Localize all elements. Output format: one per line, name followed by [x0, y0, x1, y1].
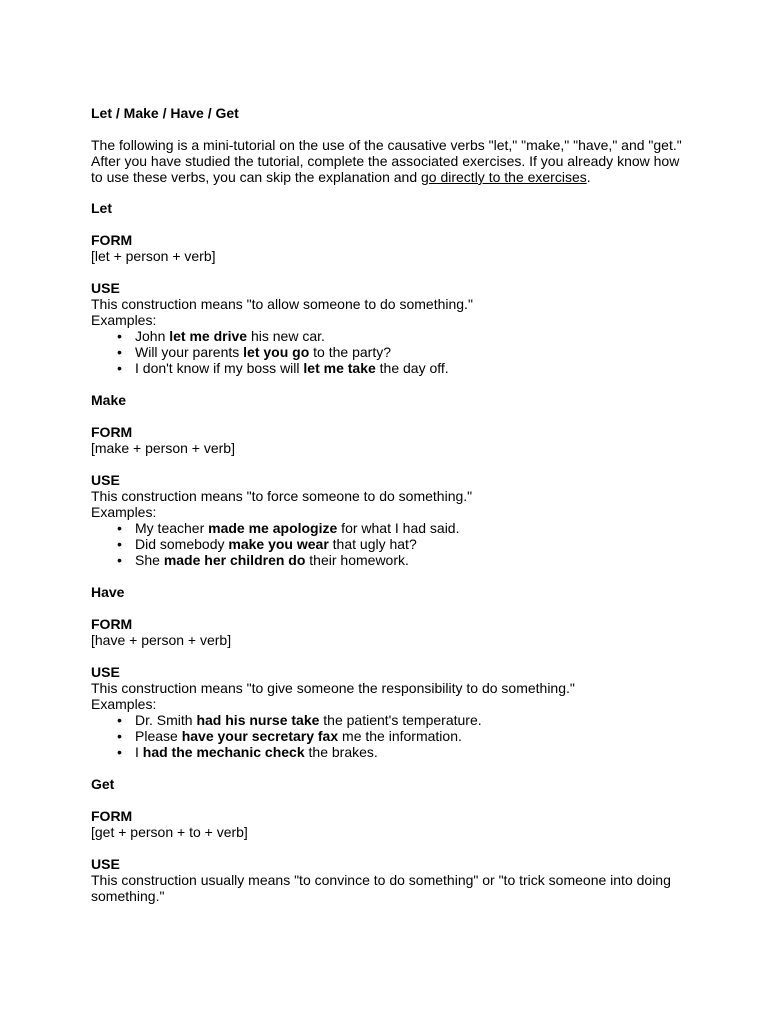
intro-text: The following is a mini-tutorial on the use of the causative verbs "let," "make," "have," and "get." After you have studied the tutorial, complete the associated exercises. If you already know how to use these verbs, you can skip the explanation and	[91, 137, 682, 185]
form-label: FORM	[91, 616, 133, 632]
form-formula: [make + person + verb]	[91, 440, 235, 456]
example-text: Dr. Smith	[135, 712, 197, 728]
example-bold: made her children do	[163, 552, 306, 568]
use-label: USE	[91, 856, 120, 872]
example-text: their homework.	[305, 552, 409, 568]
example-text: his new car.	[247, 328, 325, 344]
example-bold: let you go	[243, 344, 310, 360]
form-label: FORM	[91, 424, 133, 440]
example-bold: let me take	[303, 360, 376, 376]
example-text: the patient's temperature.	[319, 712, 482, 728]
example-bold: made me apologize	[208, 520, 338, 536]
example-text: Did somebody	[135, 536, 229, 552]
list-item	[135, 744, 691, 760]
example-bold: have your secretary fax	[181, 728, 339, 744]
section-get	[91, 776, 691, 904]
examples-label: Examples:	[91, 312, 157, 328]
section-let	[91, 200, 691, 376]
example-bold: make you wear	[228, 536, 329, 552]
use-description: This construction means "to give someone the responsibility to do something."	[91, 680, 575, 696]
example-text: for what I had said.	[337, 520, 460, 536]
example-text: to the party?	[309, 344, 391, 360]
example-bold: let me drive	[169, 328, 248, 344]
example-text: Please	[135, 728, 182, 744]
use-label: USE	[91, 280, 120, 296]
list-item	[135, 520, 691, 536]
intro-end: .	[586, 169, 591, 185]
examples-list	[91, 328, 691, 376]
example-bold: had the mechanic check	[142, 744, 305, 760]
form-label: FORM	[91, 232, 133, 248]
exercises-link[interactable]: go directly to the exercises	[421, 169, 587, 185]
example-text: Will your parents	[135, 344, 244, 360]
example-text: me the information.	[338, 728, 462, 744]
examples-list	[91, 520, 691, 568]
form-formula: [let + person + verb]	[91, 248, 216, 264]
list-item	[135, 552, 691, 568]
use-description: This construction usually means "to convince to do something" or "to trick someone into doing something."	[91, 872, 671, 904]
examples-list	[91, 712, 691, 760]
list-item	[135, 712, 691, 728]
example-bold: had his nurse take	[196, 712, 320, 728]
list-item	[135, 344, 691, 360]
example-text: that ugly hat?	[328, 536, 417, 552]
form-formula: [get + person + to + verb]	[91, 824, 248, 840]
form-label: FORM	[91, 808, 133, 824]
section-heading: Have	[91, 584, 125, 600]
example-text: She	[135, 552, 164, 568]
list-item	[135, 328, 691, 344]
use-label: USE	[91, 664, 120, 680]
form-formula: [have + person + verb]	[91, 632, 232, 648]
section-heading: Let	[91, 200, 112, 216]
document-title: Let / Make / Have / Get	[91, 105, 239, 121]
example-text: I	[135, 744, 143, 760]
list-item	[135, 360, 691, 376]
list-item	[135, 728, 691, 744]
example-text: My teacher	[135, 520, 209, 536]
section-have	[91, 584, 691, 760]
examples-label: Examples:	[91, 696, 157, 712]
examples-label: Examples:	[91, 504, 157, 520]
section-make	[91, 392, 691, 568]
section-heading: Get	[91, 776, 115, 792]
example-text: the brakes.	[304, 744, 378, 760]
example-text: I don't know if my boss will	[135, 360, 304, 376]
example-text: John	[135, 328, 170, 344]
list-item	[135, 536, 691, 552]
use-label: USE	[91, 472, 120, 488]
intro-paragraph	[91, 137, 691, 185]
use-description: This construction means "to allow someone to do something."	[91, 296, 473, 312]
section-heading: Make	[91, 392, 127, 408]
use-description: This construction means "to force someone to do something."	[91, 488, 473, 504]
example-text: the day off.	[375, 360, 449, 376]
